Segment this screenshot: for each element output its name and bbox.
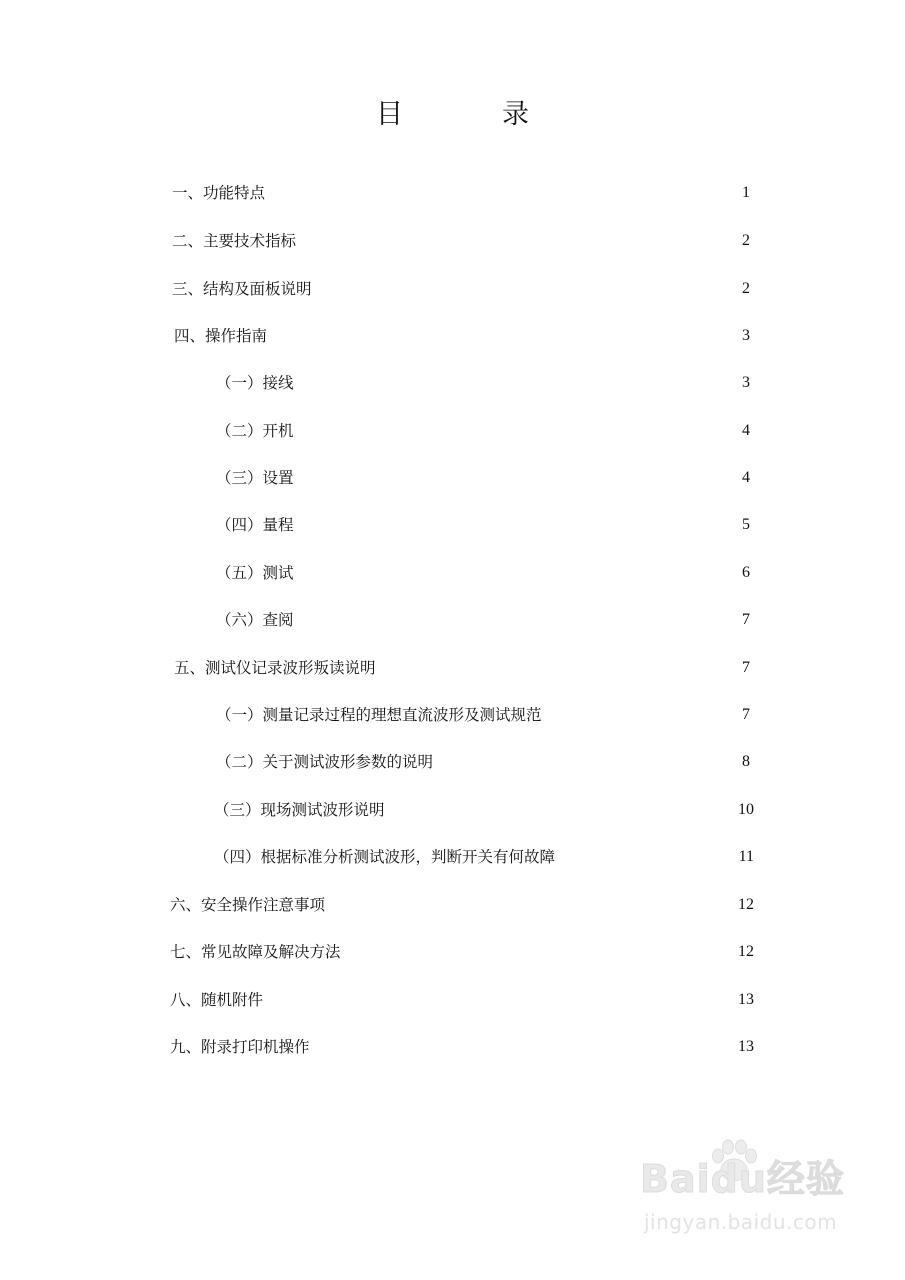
toc-entry-4 — [174, 322, 750, 350]
toc-leader-dots — [298, 227, 740, 255]
toc-page-number: 12 — [738, 896, 754, 913]
toc-leader-dots — [435, 748, 740, 776]
watermark-logo-text: Baidu经验 — [640, 1157, 845, 1201]
toc-label: （四）根据标准分析测试波形，判断开关有何故障 — [214, 848, 556, 866]
toc-entry-5-1 — [216, 701, 750, 729]
toc-leader-dots — [269, 322, 740, 350]
toc-leader-dots — [312, 1033, 736, 1061]
toc-entry-3 — [172, 275, 750, 303]
toc-label: 九、附录打印机操作 — [170, 1038, 310, 1056]
toc-page-number: 7 — [742, 611, 750, 628]
toc-label: （六）查阅 — [216, 611, 294, 629]
toc-leader-dots — [378, 654, 740, 682]
toc-label: 四、操作指南 — [174, 327, 268, 345]
toc-page-number: 13 — [738, 991, 754, 1008]
toc-entry-4-6 — [216, 606, 750, 634]
toc-page-number: 8 — [742, 753, 750, 770]
toc-entry-2 — [172, 227, 750, 255]
toc-leader-dots — [557, 843, 737, 871]
toc-leader-dots — [296, 559, 740, 587]
toc-entry-4-2 — [216, 417, 750, 445]
toc-label: （三）设置 — [216, 469, 294, 487]
page-title: 目 录 — [376, 99, 565, 130]
toc-page-number: 7 — [742, 706, 750, 723]
toc-page-number: 1 — [742, 184, 750, 201]
toc-label: （五）测试 — [216, 564, 294, 582]
toc-page-number: 4 — [742, 469, 750, 486]
toc-label: （一）测量记录过程的理想直流波形及测试规范 — [216, 706, 542, 724]
toc-entry-4-5 — [216, 559, 750, 587]
toc-entry-1 — [172, 179, 750, 207]
toc-page-number: 11 — [738, 848, 754, 865]
toc-page-number: 3 — [742, 327, 750, 344]
toc-page-number: 7 — [742, 659, 750, 676]
toc-entry-8 — [170, 986, 754, 1014]
toc-label: （三）现场测试波形说明 — [214, 801, 385, 819]
toc-entry-5-4 — [214, 843, 754, 871]
toc-entry-4-1 — [216, 369, 750, 397]
toc-leader-dots — [296, 464, 740, 492]
toc-page-number: 12 — [738, 943, 754, 960]
toc-label: 八、随机附件 — [170, 991, 264, 1009]
toc-label: 五、测试仪记录波形叛读说明 — [174, 659, 376, 677]
toc-page-number: 4 — [742, 422, 750, 439]
toc-leader-dots — [296, 511, 740, 539]
toc-label: （四）量程 — [216, 516, 294, 534]
toc-page-number: 6 — [742, 564, 750, 581]
toc-leader-dots — [267, 179, 740, 207]
toc-label: 七、常见故障及解决方法 — [170, 943, 341, 961]
toc-entry-6 — [170, 891, 754, 919]
toc-entry-7 — [170, 938, 754, 966]
toc-leader-dots — [387, 796, 736, 824]
toc-entry-5-3 — [214, 796, 754, 824]
watermark-url: jingyan.baidu.com — [644, 1210, 838, 1234]
toc-page-number: 3 — [742, 374, 750, 391]
toc-entry-9 — [170, 1033, 754, 1061]
toc-leader-dots — [343, 938, 736, 966]
toc-page-number: 2 — [742, 280, 750, 297]
toc-entry-5 — [174, 654, 750, 682]
toc-page-number: 2 — [742, 232, 750, 249]
toc-label: （二）开机 — [216, 422, 294, 440]
toc-leader-dots — [544, 701, 740, 729]
toc-leader-dots — [296, 606, 740, 634]
toc-leader-dots — [296, 369, 740, 397]
baidu-jingyan-watermark — [640, 1148, 870, 1258]
toc-label: 一、功能特点 — [172, 184, 266, 202]
toc-label: 二、主要技术指标 — [172, 232, 297, 250]
toc-label: 六、安全操作注意事项 — [170, 896, 326, 914]
toc-page-number: 10 — [738, 801, 754, 818]
toc-page-number: 5 — [742, 516, 750, 533]
toc-entry-4-4 — [216, 511, 750, 539]
toc-leader-dots — [265, 986, 736, 1014]
toc-page-number: 13 — [738, 1038, 754, 1055]
toc-leader-dots — [327, 891, 736, 919]
toc-entry-4-3 — [216, 464, 750, 492]
toc-label: 三、结构及面板说明 — [172, 280, 312, 298]
toc-label: （一）接线 — [216, 374, 294, 392]
toc-leader-dots — [314, 275, 740, 303]
toc-label: （二）关于测试波形参数的说明 — [216, 753, 434, 771]
toc-entry-5-2 — [216, 748, 750, 776]
toc-leader-dots — [296, 417, 740, 445]
